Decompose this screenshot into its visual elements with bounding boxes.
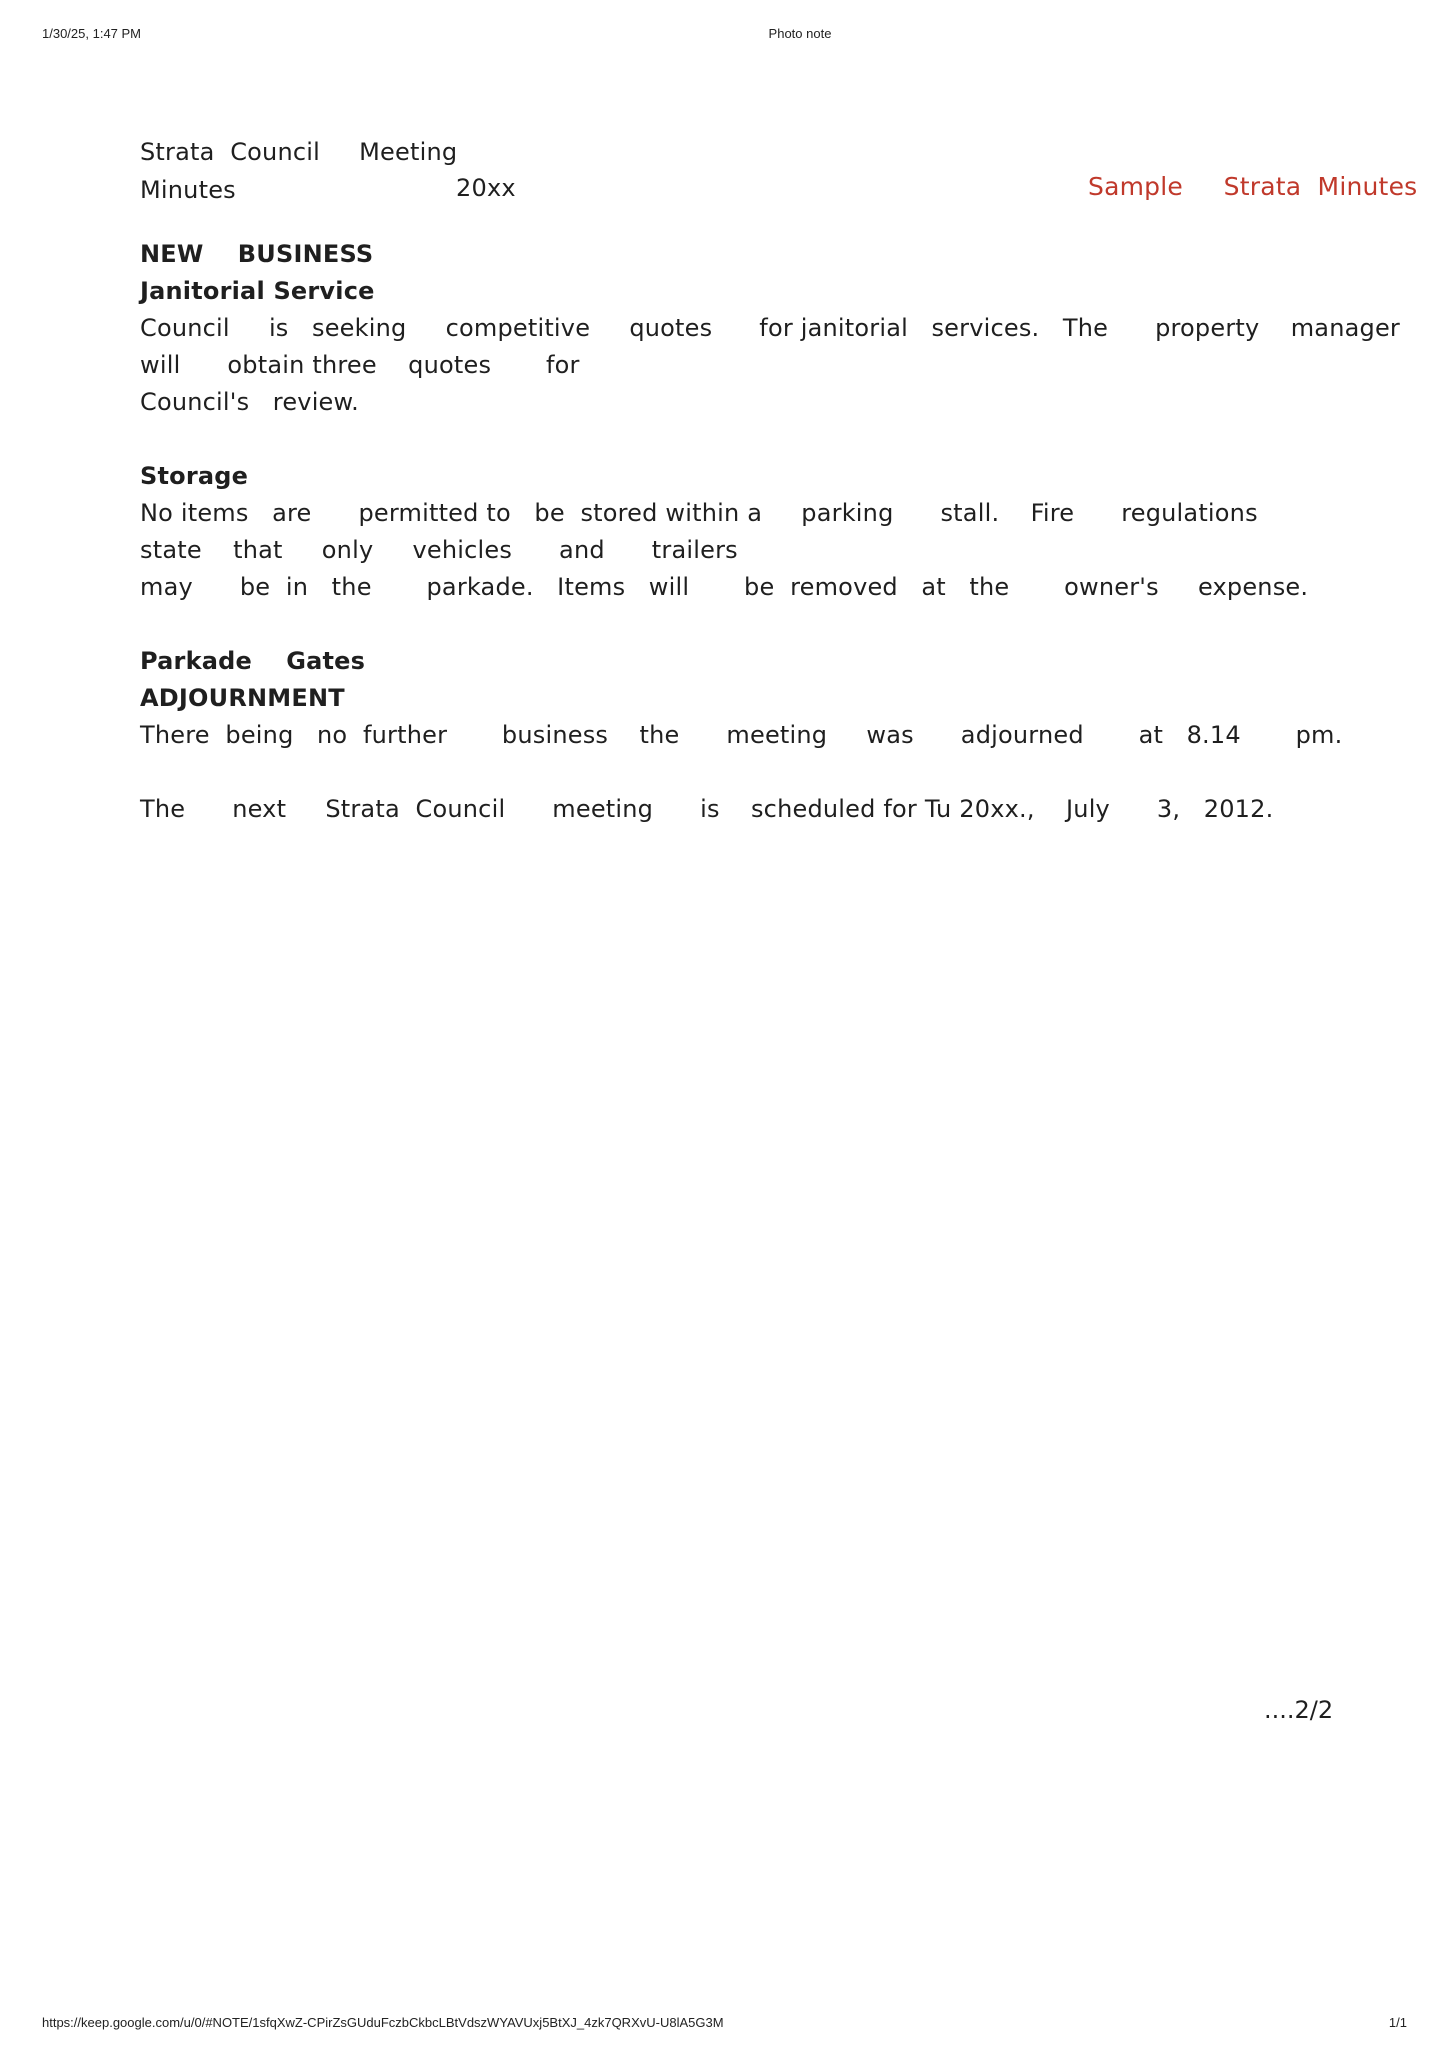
new-business-heading: NEW BUSINESS bbox=[140, 240, 374, 268]
document-body bbox=[140, 134, 1418, 828]
spacer bbox=[140, 421, 1370, 458]
janitorial-heading: Janitorial Service bbox=[140, 277, 375, 305]
page-continuation-marker: ....2/2 bbox=[1264, 1696, 1334, 1724]
janitorial-line: will obtain three quotes for bbox=[140, 351, 580, 379]
storage-line: state that only vehicles and trailers bbox=[140, 536, 738, 564]
storage-line: may be in the parkade. Items will be removed at the owner's expense. bbox=[140, 573, 1309, 601]
document-year: 20xx bbox=[456, 174, 516, 202]
adjournment-heading: ADJOURNMENT bbox=[140, 684, 345, 712]
print-footer bbox=[0, 2015, 1449, 2035]
print-datetime: 1/30/25, 1:47 PM bbox=[42, 26, 142, 41]
next-meeting-line: The next Strata Council meeting is scheduled for Tu 20xx., July 3, 2012. bbox=[140, 795, 1274, 823]
storage-line: No items are permitted to be stored within a parking stall. Fire regulations bbox=[140, 499, 1258, 527]
print-page-number: 1/1 bbox=[1388, 2015, 1407, 2030]
document-title: Strata Council Meeting bbox=[140, 138, 458, 166]
storage-heading: Storage bbox=[140, 462, 249, 490]
adjournment-line: There being no further business the meeting was adjourned at 8.14 pm. bbox=[140, 721, 1343, 749]
print-header bbox=[0, 26, 1449, 46]
janitorial-line: Council is seeking competitive quotes for janitorial services. The property manager bbox=[140, 314, 1400, 342]
parkade-gates-heading: Parkade Gates bbox=[140, 647, 366, 675]
print-title: Photo note bbox=[768, 26, 832, 41]
print-url: https://keep.google.com/u/0/#NOTE/1sfqXwZ-CPirZsGUduFczbCkbcLBtVdszWYAVUxj5BtXJ_4zk7QRXvU-U8lA5G3M bbox=[42, 2015, 724, 2030]
document-title-minutes: Minutes bbox=[140, 176, 236, 204]
spacer bbox=[140, 754, 1370, 791]
spacer bbox=[140, 606, 1370, 643]
title-block bbox=[140, 134, 1418, 210]
sample-label: Sample Strata Minutes bbox=[1088, 172, 1418, 201]
janitorial-line: Council's review. bbox=[140, 388, 359, 416]
